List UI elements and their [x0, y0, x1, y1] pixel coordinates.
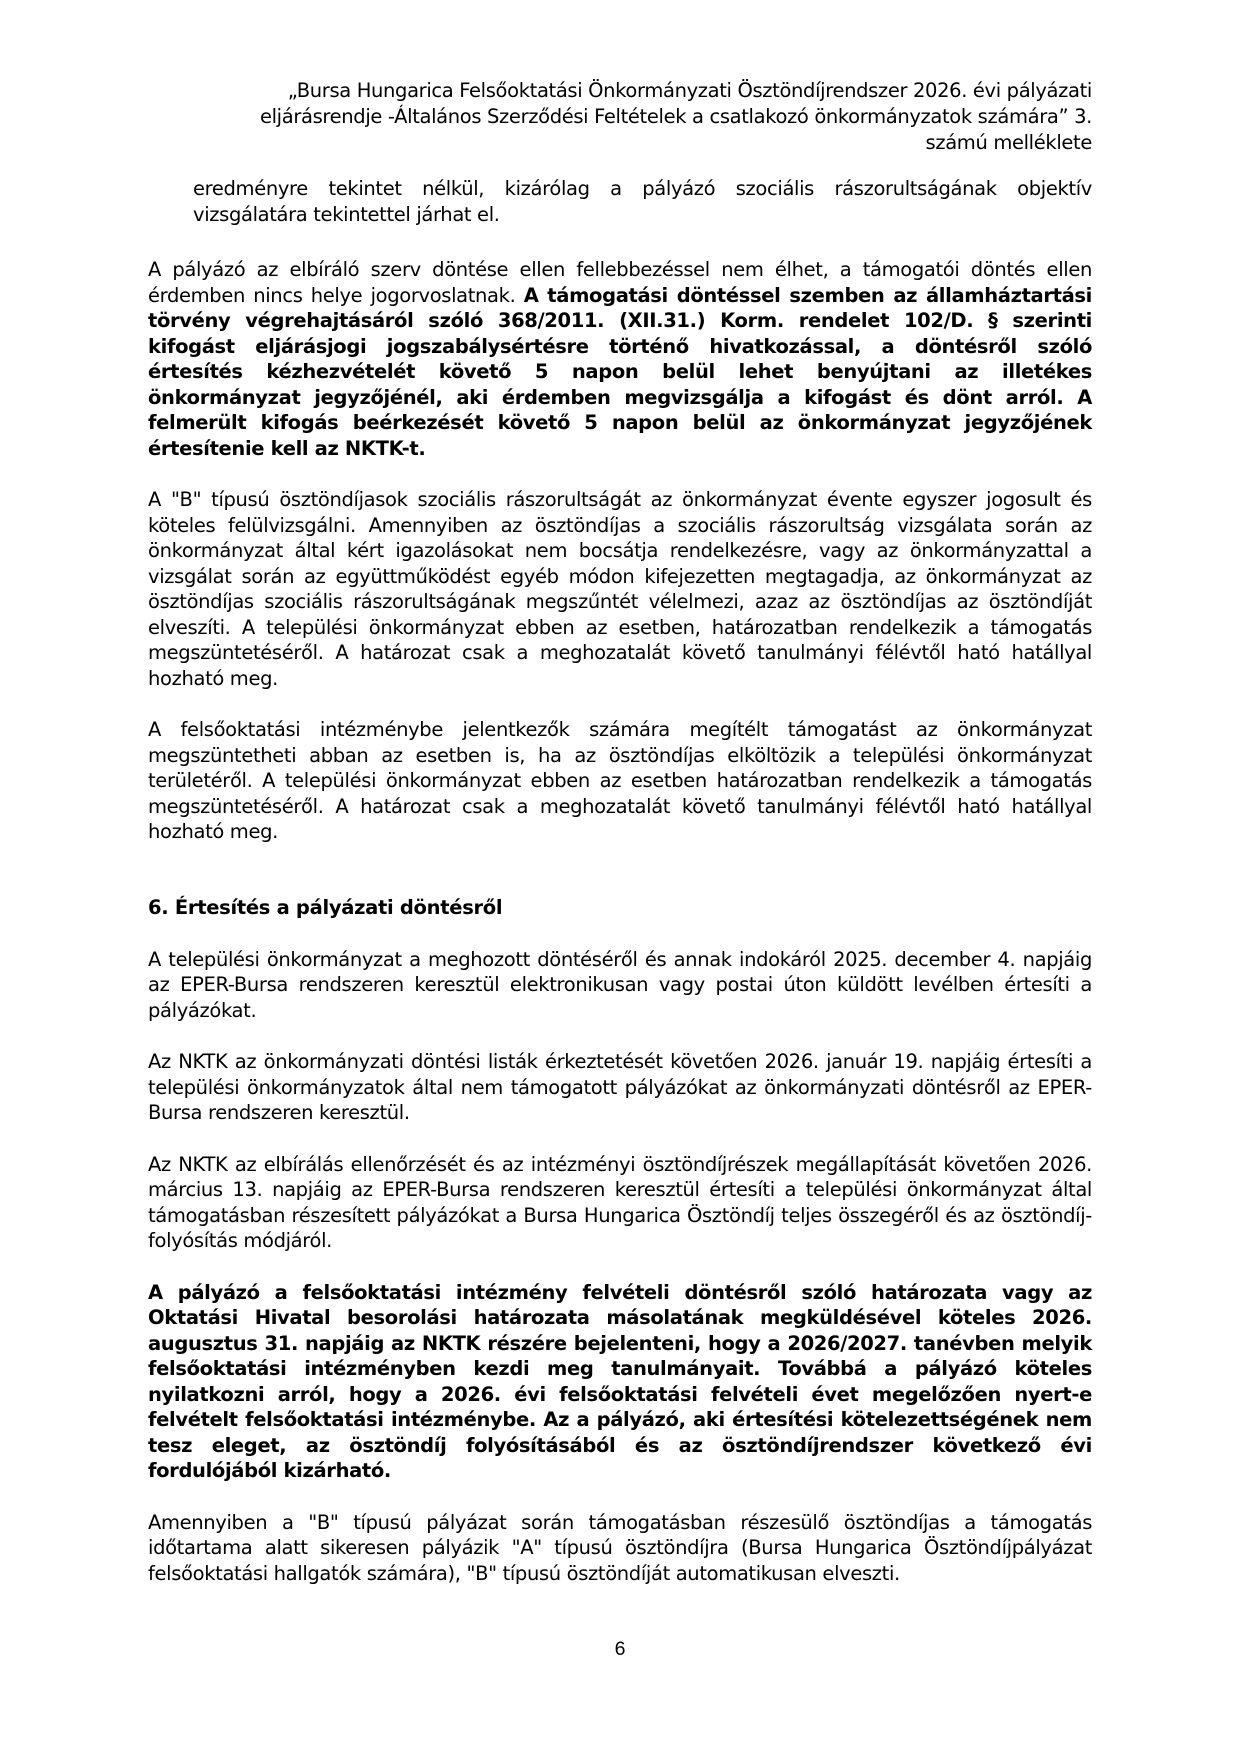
paragraph-applicant-obligation: A pályázó a felsőoktatási intézmény felvételi döntésről szóló határozata vagy az Oktatási Hivatal besorolási határozata másolatának megküldésével köteles 2026. augusztus 31. napjáig az NKTK részére bejelenteni, hogy a 2026/2027. tanévben melyik felsőoktatási intézményben kezdi meg tanulmányait. Továbbá a pályázó köteles nyilatkozni arról, hogy a 2026. évi felsőoktatási felvételi évet megelőzően nyert-e felvételt felsőoktatási intézménybe. Az a pályázó, aki értesítési kötelezettségének nem tesz eleget, az ösztöndíj folyósításából és az ösztöndíjrendszer következő évi fordulójából kizárható. — [148, 1280, 1092, 1482]
paragraph-relocation: A felsőoktatási intézménybe jelentkezők számára megítélt támogatást az önkormányzat megszüntetheti abban az esetben is, ha az ösztöndíjas elköltözik a települési önkormányzat területéről. A települési önkormányzat ebben az esetben határozatban rendelkezik a támogatás megszüntetéséről. A határozat csak a meghozatalát követő tanulmányi félévtől ható hatállyal hozható meg. — [148, 718, 1092, 843]
header-line-2: eljárásrendje -Általános Szerződési Feltételek a csatlakozó önkormányzatok számára” 3. — [259, 105, 1092, 128]
paragraph-social-review: A "B" típusú ösztöndíjasok szociális rászorultságát az önkormányzat évente egyszer jogosult és köteles felülvizsgálni. Amennyiben az ösztöndíjas a szociális rászorultság vizsgálata során az önkormányzat által kért igazolásokat nem bocsátja rendelkezésre, vagy az önkormányzattal a vizsgálat során az együttműködést egyéb módon kifejezetten megtagadja, az önkormányzat az ösztöndíjas szociális rászorultságának megszűntét vélelmezi, azaz az ösztöndíjas az ösztöndíját elveszíti. A települési önkormányzat ebben az esetben, határozatban rendelkezik a támogatás megszüntetéséről. A határozat csak a meghozatalát követő tanulmányi félévtől ható hatállyal hozható meg. — [148, 488, 1092, 690]
paragraph-municipal-notice: A települési önkormányzat a meghozott döntéséről és annak indokáról 2025. december 4. napjáig az EPER-Bursa rendszeren keresztül elektronikusan vagy postai úton küldött levélben értesíti a pályázókat. — [148, 947, 1092, 1022]
paragraph-appeal-normal: A pályázó az elbíráló szerv döntése ellen fellebbezéssel nem élhet, a támogatói döntés ellen érdemben nincs helye jogorvoslatnak. — [148, 258, 1092, 307]
page-header — [148, 78, 1092, 156]
paragraph-type-b-loss: Amennyiben a "B" típusú pályázat során támogatásban részesülő ösztöndíjas a támogatás időtartama alatt sikeresen pályázik "A" típusú ösztöndíjra (Bursa Hungarica Ösztöndíjpályázat felsőoktatási hallgatók számára), "B" típusú ösztöndíját automatikusan elveszti. — [148, 1510, 1092, 1585]
document-page — [148, 78, 1092, 1586]
header-line-3: számú melléklete — [925, 131, 1092, 154]
paragraph-continuation: eredményre tekintet nélkül, kizárólag a pályázó szociális rászorultságának objektív vizsgálatára tekintettel járhat el. — [193, 177, 1092, 226]
paragraph-appeal — [148, 257, 1092, 461]
header-line-1: „Bursa Hungarica Felsőoktatási Önkormányzati Ösztöndíjrendszer 2026. évi pályázati — [287, 79, 1092, 102]
page-number: 6 — [614, 1638, 626, 1660]
section-heading: 6. Értesítés a pályázati döntésről — [148, 895, 503, 919]
paragraph-nktk-notice-march: Az NKTK az elbírálás ellenőrzését és az intézményi ösztöndíjrészek megállapítását követően 2026. március 13. napjáig az EPER-Bursa rendszeren keresztül értesíti a települési önkormányzat által támogatásban részesített pályázókat a Bursa Hungarica Ösztöndíj teljes összegéről és az ösztöndíj-folyósítás módjáról. — [148, 1152, 1092, 1252]
paragraph-nktk-notice-january: Az NKTK az önkormányzati döntési listák érkeztetését követően 2026. január 19. napjáig értesíti a települési önkormányzatok által nem támogatott pályázókat az önkormányzati döntésről az EPER-Bursa rendszeren keresztül. — [148, 1050, 1092, 1124]
paragraph-appeal-bold: A támogatási döntéssel szemben az államháztartási törvény végrehajtásáról szóló 368/2011. (XII.31.) Korm. rendelet 102/D. § szerinti kifogást eljárásjogi jogszabálysértésre történő hivatkozással, a döntésről szóló értesítés kézhezvételét követő 5 napon belül lehet benyújtani az illetékes önkormányzat jegyzőjénél, aki érdemben megvizsgálja a kifogást és dönt arról. A felmerült kifogás beérkezését követő 5 napon belül az önkormányzat jegyzőjének értesítenie kell az NKTK-t. — [148, 283, 1092, 460]
